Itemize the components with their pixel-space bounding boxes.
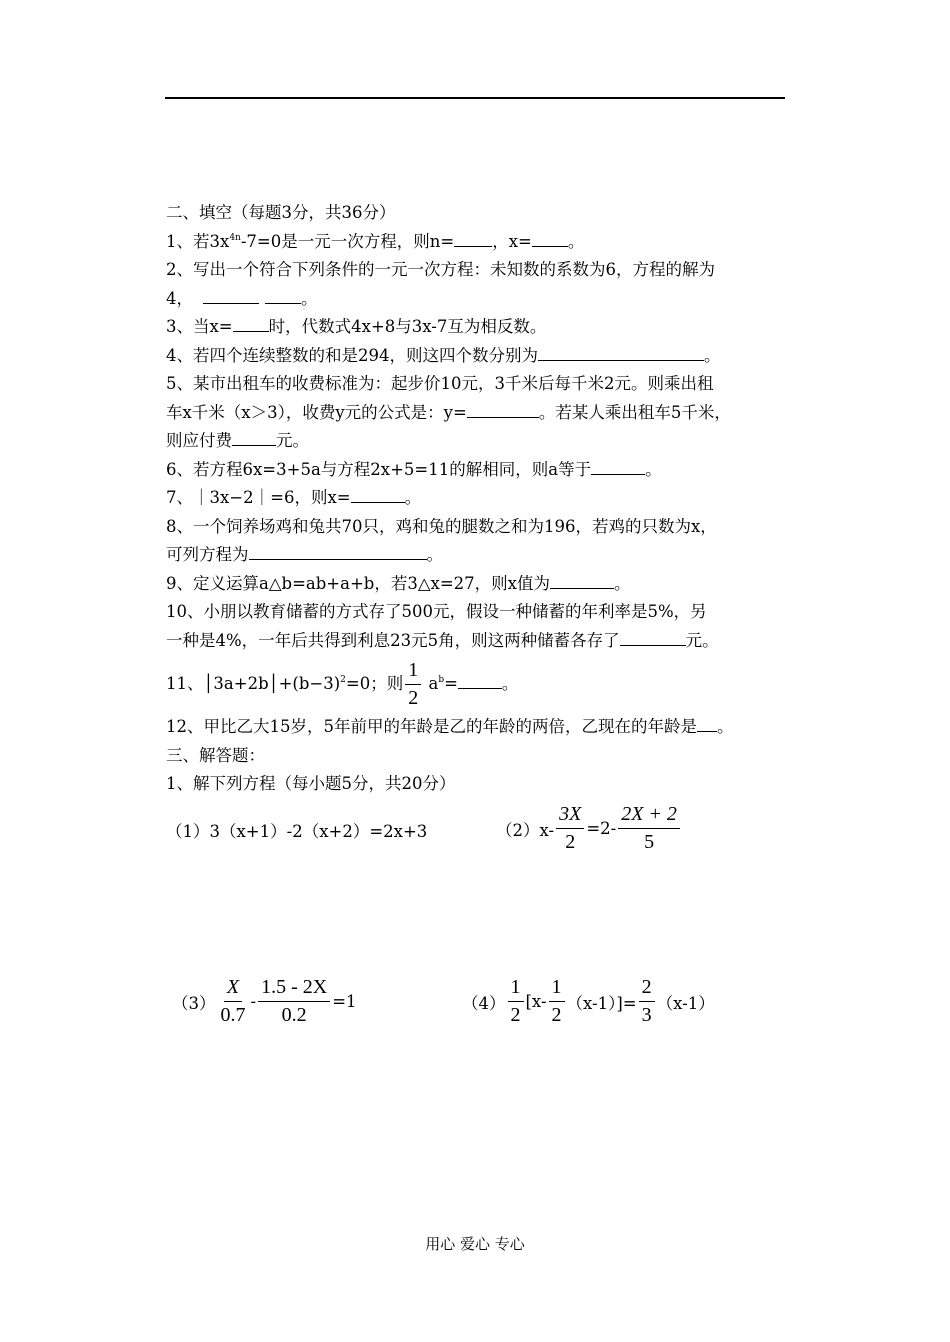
answer-blank[interactable] <box>532 228 568 246</box>
answer-blank[interactable] <box>458 671 502 689</box>
answer-blank[interactable] <box>203 285 259 303</box>
question-8: 8、一个饲养场鸡和兔共70只，鸡和兔的腿数之和为196，若鸡的只数为x， <box>166 516 717 536</box>
answer-blank[interactable] <box>697 714 717 732</box>
question-9: 9、定义运算a△b=ab+a+b，若3△x=27，则x值为 。 <box>166 570 798 599</box>
question-10: 10、小朋以教育储蓄的方式存了500元，假设一种储蓄的年利率是5%，另 <box>166 602 707 621</box>
fraction: $\frac{1}{2}$ <box>508 976 524 1027</box>
section2-heading: 二、填空（每题3分，共36分） <box>166 203 396 222</box>
answer-blank[interactable] <box>467 399 539 417</box>
answer-blank[interactable] <box>591 456 645 474</box>
fraction: $\frac{2X + 2}{5}$ <box>618 803 680 854</box>
fill-in-section <box>166 199 798 799</box>
fraction: $\frac{3X}{2}$ <box>556 803 584 854</box>
answer-blank[interactable] <box>232 428 276 446</box>
answer-blank[interactable] <box>265 285 301 303</box>
answer-blank[interactable] <box>454 228 492 246</box>
question-11: 11、$│3a+2b│+(b-3)^2=0$；则 $\frac{1}{2}$ $a^b=$ 。 <box>166 659 519 709</box>
question-3: 3、当x= 时，代数式4x+8与3x-7互为相反数。 <box>166 313 798 342</box>
fraction: $\frac{1}{2}$ <box>405 659 421 710</box>
question-5-cont2: 则应付费 元。 <box>166 427 798 456</box>
section3-sub1: 1、解下列方程（每小题5分，共20分） <box>166 774 456 793</box>
question-2: 2、写出一个符合下列条件的一元一次方程：未知数的系数为6，方程的解为 <box>166 260 715 279</box>
fraction: $\frac{2}{3}$ <box>639 976 655 1027</box>
answer-blank[interactable] <box>620 627 686 645</box>
question-10-cont: 一种是4%，一年后共得到利息23元5角，则这两种储蓄各存了 元。 <box>166 627 798 656</box>
answer-blank[interactable] <box>351 485 405 503</box>
answer-blank[interactable] <box>550 570 614 588</box>
question-5: 5、某市出租车的收费标准为：起步价10元，3千米后每千米2元。则乘出租 <box>166 374 714 393</box>
question-8-cont: 可列方程为 。 <box>166 541 798 570</box>
fraction: $\frac{1}{2}$ <box>549 976 565 1027</box>
question-2-cont: 4， 。 <box>166 285 798 314</box>
equation-2: （2）x- $\frac{3X}{2}$ =2- $\frac{2X + 2}{5}$ <box>496 803 682 854</box>
answer-blank[interactable] <box>249 542 427 560</box>
header-rule <box>165 97 785 99</box>
question-6: 6、若方程6x=3+5a与方程2x+5=11的解相同，则a等于 。 <box>166 456 798 485</box>
page-footer: 用心 爱心 专心 <box>425 1235 525 1253</box>
section3-heading: 三、解答题： <box>166 745 265 765</box>
question-7: 7、｜3x−2｜=6，则x= 。 <box>166 484 798 513</box>
equation-1: （1）3（x+1）-2（x+2）=2x+3 <box>166 822 428 841</box>
answer-blank[interactable] <box>233 314 269 332</box>
fraction: $\frac{1.5 - 2X}{0.2}$ <box>258 976 330 1027</box>
answer-blank[interactable] <box>538 342 704 360</box>
equation-4: （4） $\frac{1}{2}$ [x- $\frac{1}{2}$ （x-1）]= $\frac{2}{3}$ （x-1） <box>462 976 715 1026</box>
question-4: 4、若四个连续整数的和是294，则这四个数分别为 。 <box>166 342 798 371</box>
fraction: $\frac{X}{0.7}$ <box>220 976 246 1026</box>
equation-3: （3） $\frac{X}{0.7}$ - $\frac{1.5 - 2X}{0.2}$ =1 <box>172 976 357 1026</box>
question-5-cont: 车x千米（x＞3），收费y元的公式是：y= 。若某人乘出租车5千米， <box>166 399 798 428</box>
question-1: 1、若$3x^{4n}-7=0$是一元一次方程，则n= ，x= 。 <box>166 228 798 257</box>
question-12: 12、甲比乙大15岁，5年前甲的年龄是乙的年龄的两倍，乙现在的年龄是 。 <box>166 713 798 742</box>
